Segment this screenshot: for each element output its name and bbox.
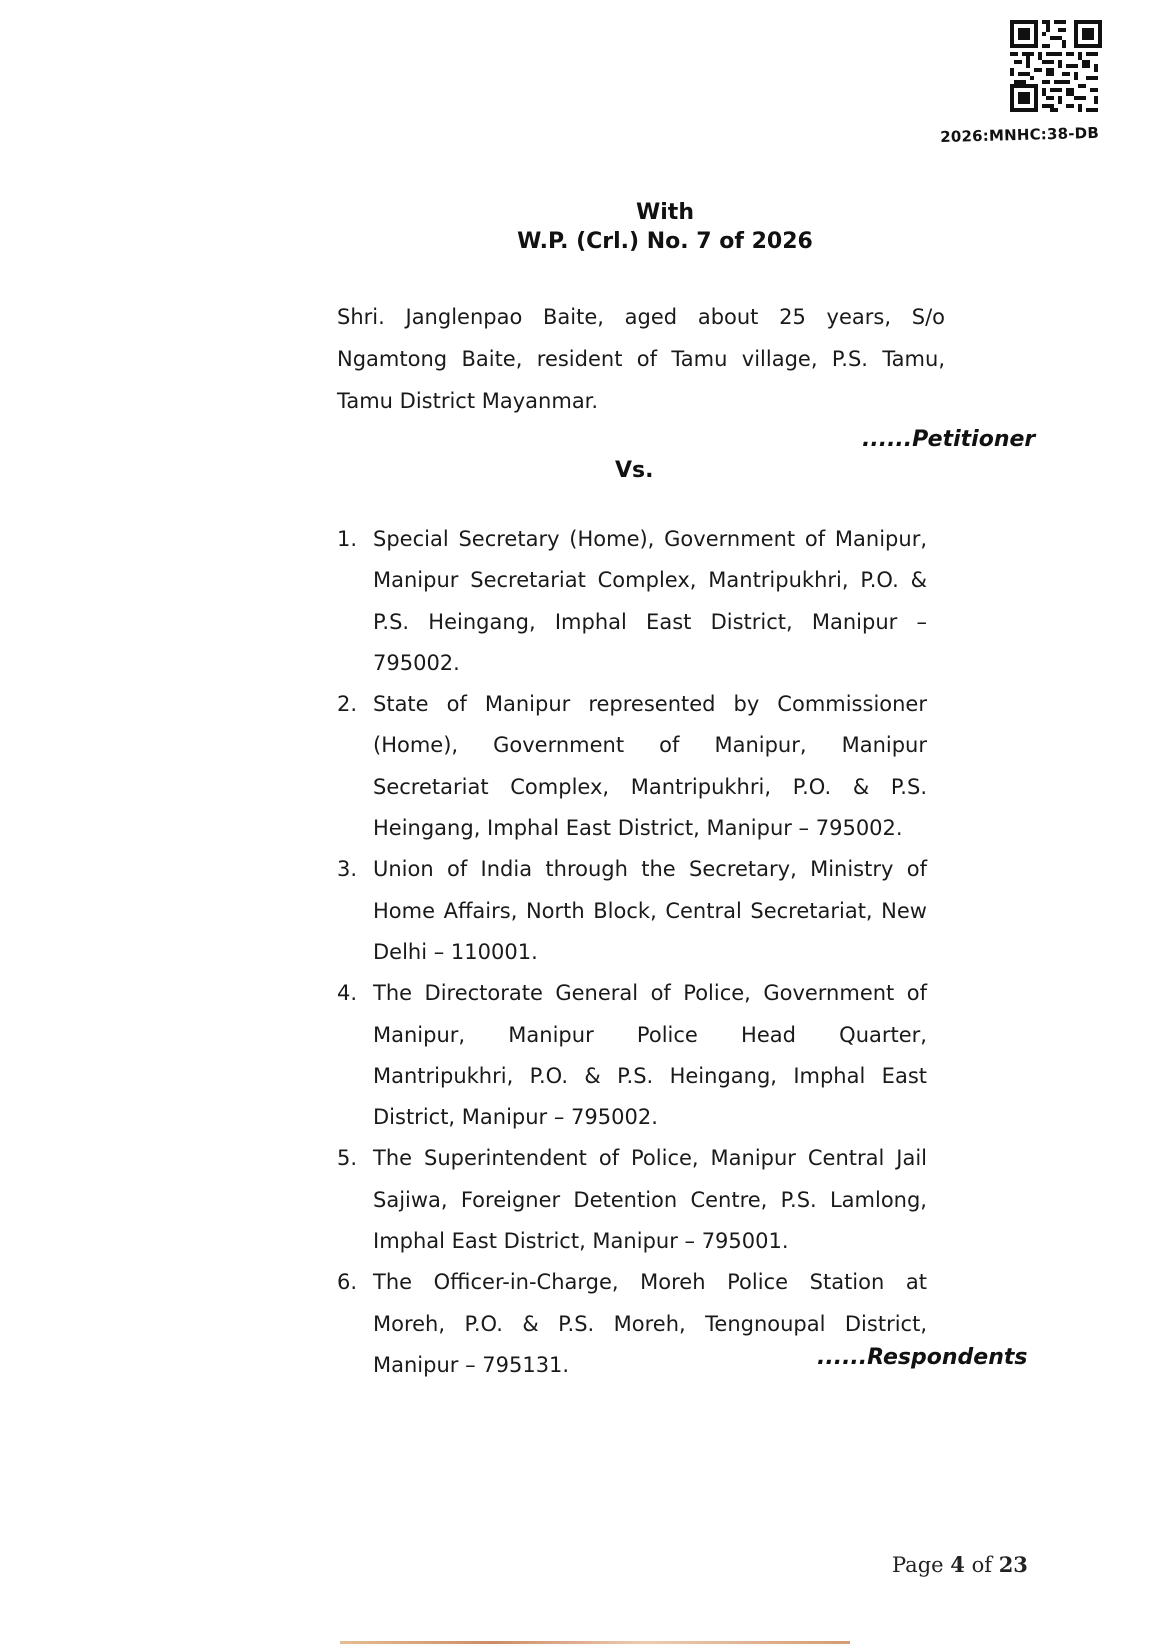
scan-edge-divider — [340, 1641, 850, 1644]
list-item-text: The Directorate General of Police, Government of Manipur, Manipur Police Head Quarter, Mantripukhri, P.O. & P.S. Heingang, Imphal East District, Manipur – 795002. — [373, 981, 927, 1130]
list-item-text: The Superintendent of Police, Manipur Central Jail Sajiwa, Foreigner Detention Centre, P.S. Lamlong, Imphal East District, Manipur – 795001. — [373, 1146, 927, 1254]
petitioner-label: ......Petitioner — [862, 427, 1036, 452]
neutral-citation: 2026:MNHC:38-DB — [940, 123, 1100, 146]
page-of: of — [971, 1553, 992, 1577]
list-item-text: Union of India through the Secretary, Ministry of Home Affairs, North Block, Central Secretariat, New Delhi – 110001. — [373, 857, 927, 964]
qr-code-icon — [1010, 20, 1102, 112]
list-item — [337, 973, 927, 1138]
page-number — [892, 1552, 1028, 1577]
list-item — [337, 519, 927, 684]
list-item-number: 5. — [337, 1146, 358, 1171]
page-total: 23 — [998, 1552, 1028, 1577]
versus-label: Vs. — [615, 458, 654, 483]
heading-with: With — [636, 200, 694, 225]
respondents-list — [337, 519, 927, 1386]
list-item — [337, 1138, 927, 1262]
page-prefix: Page — [892, 1553, 944, 1577]
list-item — [337, 849, 927, 973]
petitioner-description: Shri. Janglenpao Baite, aged about 25 years, S/o Ngamtong Baite, resident of Tamu village, P.S. Tamu, Tamu District Mayanmar. — [337, 305, 945, 413]
list-item-number: 4. — [337, 981, 358, 1006]
respondents-label: ......Respondents — [817, 1345, 1028, 1370]
list-item-number: 2. — [337, 692, 358, 717]
list-item-number: 3. — [337, 857, 358, 882]
list-item-number: 6. — [337, 1270, 358, 1295]
page-current: 4 — [950, 1552, 965, 1577]
case-number-heading: W.P. (Crl.) No. 7 of 2026 — [517, 229, 813, 254]
list-item-text: State of Manipur represented by Commissioner (Home), Government of Manipur, Manipur Secretariat Complex, Mantripukhri, P.O. & P.S. Heingang, Imphal East District, Manipur – 795002. — [373, 692, 927, 841]
list-item-text: Special Secretary (Home), Government of Manipur, Manipur Secretariat Complex, Mantripukhri, P.O. & P.S. Heingang, Imphal East District, Manipur – 795002. — [373, 527, 927, 675]
list-item — [337, 684, 927, 849]
list-item-text: The Officer-in-Charge, Moreh Police Station at Moreh, P.O. & P.S. Moreh, Tengnoupal District, Manipur – 795131. — [373, 1270, 927, 1377]
list-item-number: 1. — [337, 527, 358, 551]
